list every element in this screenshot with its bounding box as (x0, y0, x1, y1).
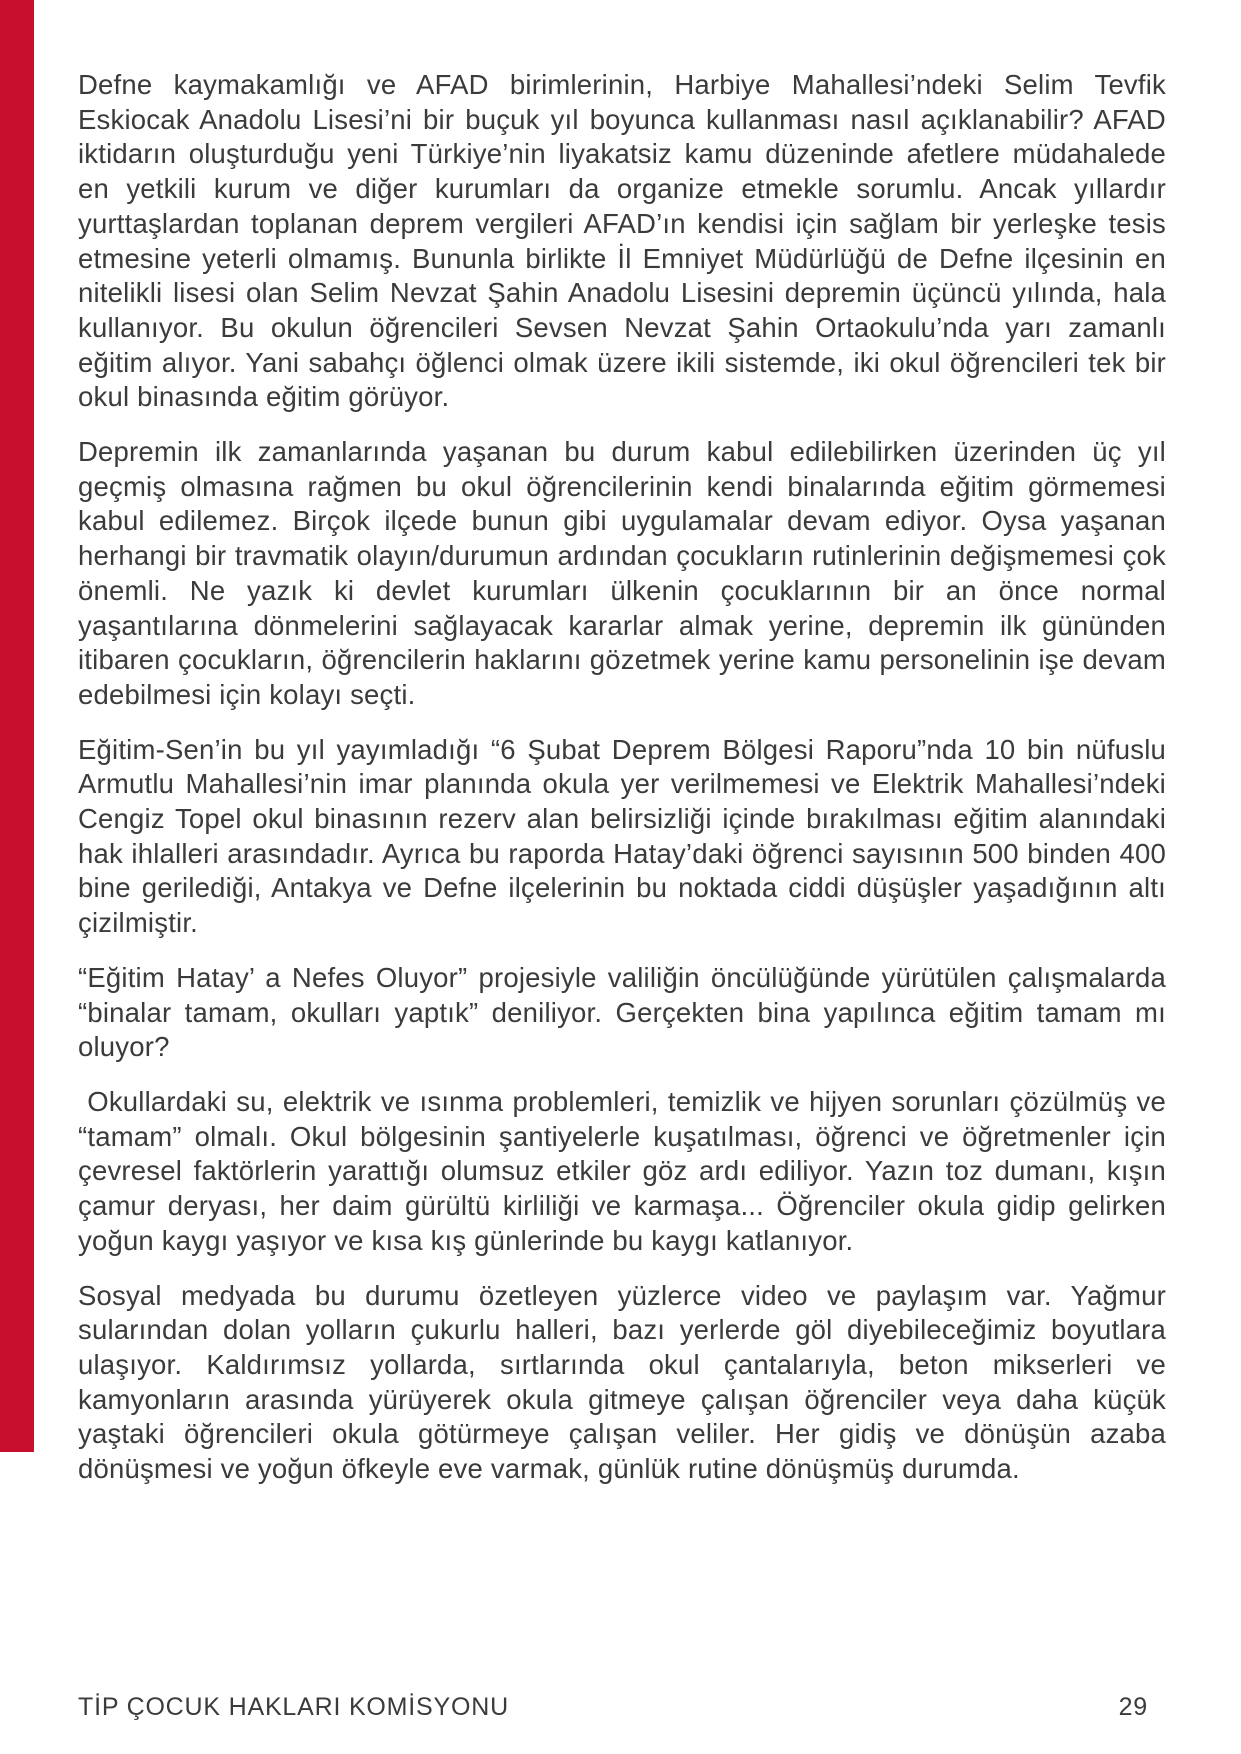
paragraph-sosyal-medya: Sosyal medyada bu durumu özetleyen yüzlerce video ve paylaşım var. Yağmur sularından dolan yolların çukurlu halleri, bazı yerlerde göl diyebileceğimiz boyutlara ulaşıyor. Kaldırımsız yollarda, sırtlarında okul çantalarıyla, beton mikserleri ve kamyonların arasında yürüyerek okula gitmeye çalışan öğrenciler veya daha küçük yaştaki öğrencileri okula götürmeye çalışan veliler. Her gidiş ve dönüşün azaba dönüşmesi ve yoğun öfkeyle eve varmak, günlük rutine dönüşmüş durumda. (78, 1279, 1166, 1485)
paragraph-depremin-ilk: Depremin ilk zamanlarında yaşanan bu durum kabul edilebilirken üzerinden üç yıl geçmiş olmasına rağmen bu okul öğrencilerinin kendi binalarında eğitim görmemesi kabul edilemez. Birçok ilçede bunun gibi uygulamalar devam ediyor. Oysa yaşanan herhangi bir travmatik olayın/durumun ardından çocukların rutinlerinin değişmemesi çok önemli. Ne yazık ki devlet kurumları ülkenin çocuklarının bir an önce normal yaşantılarına dönmelerini sağlayacak kararlar almak yerine, depremin ilk gününden itibaren çocukların, öğrencilerin haklarını gözetmek yerine kamu personelinin işe devam edebilmesi için kolayı seçti. (78, 436, 1166, 710)
page-footer (78, 1692, 1148, 1722)
footer-commission-label: TİP ÇOCUK HAKLARI KOMİSYONU (78, 1693, 509, 1721)
paragraph-egitim-sen-raporu: Eğitim-Sen’in bu yıl yayımladığı “6 Şubat Deprem Bölgesi Raporu”nda 10 bin nüfuslu Armutlu Mahallesi’nin imar planında okula yer verilmemesi ve Elektrik Mahallesi’ndeki Cengiz Topel okul binasının rezerv alan belirsizliği içinde bırakılması eğitim alanındaki hak ihlalleri arasındadır. Ayrıca bu raporda Hatay’daki öğrenci sayısının 500 binden 400 bine gerilediği, Antakya ve Defne ilçelerinin bu noktada ciddi düşüşler yaşadığının altı çizilmiştir. (78, 733, 1166, 939)
paragraph-egitim-hatay-projesi: “Eğitim Hatay’ a Nefes Oluyor” projesiyle valiliğin öncülüğünde yürütülen çalışmalarda “binalar tamam, okulları yaptık” deniliyor. Gerçekten bina yapılınca eğitim tamam mı oluyor? (78, 961, 1166, 1063)
paragraph-afad: Defne kaymakamlığı ve AFAD birimlerinin, Harbiye Mahallesi’ndeki Selim Tevfik Eskiocak Anadolu Lisesi’ni bir buçuk yıl boyunca kullanması nasıl açıklanabilir? AFAD iktidarın oluşturduğu yeni Türkiye’nin liyakatsiz kamu düzeninde afetlere müdahalede en yetkili kurum ve diğer kurumları da organize etmekle sorumlu. Ancak yıllardır yurttaşlardan toplanan deprem vergileri AFAD’ın kendisi için sağlam bir yerleşke tesis etmesine yeterli olmamış. Bununla birlikte İl Emniyet Müdürlüğü de Defne ilçesinin en nitelikli lisesi olan Selim Nevzat Şahin Anadolu Lisesini depremin üçüncü yılında, hala kullanıyor. Bu okulun öğrencileri Sevsen Nevzat Şahin Ortaokulu’nda yarı zamanlı eğitim alıyor. Yani sabahçı öğlenci olmak üzere ikili sistemde, iki okul öğrencileri tek bir okul binasında eğitim görüyor. (78, 69, 1166, 413)
paragraph-okul-sorunlari: Okullardaki su, elektrik ve ısınma problemleri, temizlik ve hijyen sorunları çözülmüş ve “tamam” olmalı. Okul bölgesinin şantiyelerle kuşatılması, öğrenci ve öğretmenler için çevresel faktörlerin yarattığı olumsuz etkiler göz ardı ediliyor. Yazın toz dumanı, kışın çamur deryası, her daim gürültü kirliliği ve karmaşa... Öğrenciler okula gidip gelirken yoğun kaygı yaşıyor ve kısa kış günlerinde bu kaygı katlanıyor. (78, 1085, 1166, 1256)
red-accent-bar (0, 0, 34, 1452)
page-number: 29 (1118, 1693, 1148, 1721)
article-body (78, 68, 1166, 1487)
